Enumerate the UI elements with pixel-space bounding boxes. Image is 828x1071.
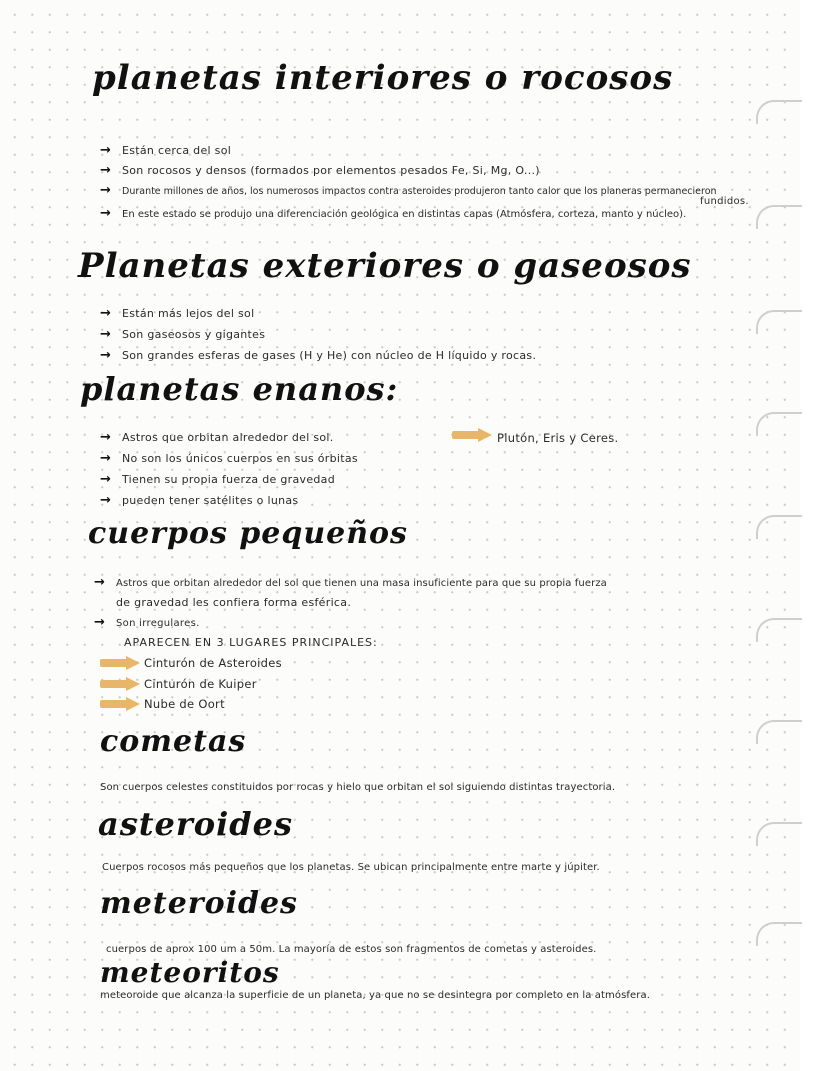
list-item: → No son los únicos cuerpos en sus órbitas xyxy=(100,451,358,466)
heading-planetas-interiores: planetas interiores o rocosos xyxy=(92,58,674,98)
place-item: Cinturón de Kuiper xyxy=(144,677,257,691)
list-item-continuation: fundidos. xyxy=(700,196,749,207)
list-item: → Están cerca del sol xyxy=(100,143,232,158)
arrow-right-icon: → xyxy=(94,575,105,590)
arrow-right-icon: → xyxy=(100,472,112,487)
list-item: → Son rocosos y densos (formados por elementos pesados Fe, Si, Mg, O...) xyxy=(100,163,540,178)
place-item: Nube de Oort xyxy=(144,697,225,711)
ring-icon xyxy=(756,100,802,124)
highlighter-arrow-icon xyxy=(100,656,140,670)
arrow-right-icon: → xyxy=(100,306,112,321)
heading-planetas-enanos: planetas enanos: xyxy=(80,370,399,408)
ring-icon xyxy=(756,720,802,744)
arrow-right-icon: → xyxy=(100,206,111,221)
ring-icon xyxy=(756,310,802,334)
heading-cuerpos-pequenos: cuerpos pequeños xyxy=(88,516,408,551)
highlighter-arrow-icon xyxy=(100,697,140,711)
list-item: → Durante millones de años, los numerosos impactos contra asteroides produjeron tanto calor que los planeras permanecieron xyxy=(100,183,717,198)
meteroides-text: cuerpos de aprox 100 um a 50m. La mayoría de estos son fragmentos de cometas y asteroides. xyxy=(106,944,597,955)
arrow-right-icon: → xyxy=(100,451,112,466)
list-item: → Son grandes esferas de gases (H y He) con núcleo de H líquido y rocas. xyxy=(100,348,537,363)
arrow-right-icon: → xyxy=(94,615,106,630)
arrow-right-icon: → xyxy=(100,183,111,198)
list-item: → Astros que orbitan alrededor del sol. xyxy=(100,430,334,445)
places-title: APARECEN EN 3 LUGARES PRINCIPALES: xyxy=(124,636,378,649)
ring-icon xyxy=(756,922,802,946)
arrow-right-icon: → xyxy=(100,430,112,445)
cometas-text: Son cuerpos celestes constituidos por rocas y hielo que orbitan el sol siguiendo distintas trayectoria. xyxy=(100,782,616,793)
heading-meteroides: meteroides xyxy=(100,886,298,921)
list-item: → En este estado se produjo una diferenciación geológica en distintas capas (Atmósfera, corteza, manto y núcleo). xyxy=(100,206,687,221)
arrow-right-icon: → xyxy=(100,143,112,158)
meteoritos-text: meteoroide que alcanza la superficie de un planeta, ya que no se desintegra por completo en la atmósfera. xyxy=(100,990,650,1001)
list-item: → Están más lejos del sol xyxy=(100,306,255,321)
heading-asteroides: asteroides xyxy=(98,805,293,843)
arrow-right-icon: → xyxy=(100,327,112,342)
arrow-right-icon: → xyxy=(100,493,112,508)
ring-icon xyxy=(756,618,802,642)
arrow-right-icon: → xyxy=(100,163,112,178)
ring-icon xyxy=(756,205,802,229)
list-item-continuation: de gravedad les confiera forma esférica. xyxy=(116,596,352,609)
list-item: → pueden tener satélites o lunas xyxy=(100,493,299,508)
ring-icon xyxy=(756,412,802,436)
list-item: → Son gaseosos y gigantes xyxy=(100,327,266,342)
list-item: → Astros que orbitan alrededor del sol que tienen una masa insuficiente para que su propia fuerza xyxy=(94,575,607,590)
arrow-right-icon: → xyxy=(100,348,112,363)
dwarf-planet-examples: Plutón, Eris y Ceres. xyxy=(497,431,619,445)
asteroides-text: Cuerpos rocosos más pequeños que los planetas. Se ubican principalmente entre marte y júpiter. xyxy=(102,862,600,873)
ring-icon xyxy=(756,822,802,846)
highlighter-arrow-icon xyxy=(100,677,140,691)
list-item: → Son irregulares. xyxy=(94,615,200,630)
heading-planetas-exteriores: Planetas exteriores o gaseosos xyxy=(78,246,692,286)
highlighter-arrow-icon xyxy=(452,428,492,442)
ring-icon xyxy=(756,515,802,539)
list-item: → Tienen su propia fuerza de gravedad xyxy=(100,472,336,487)
place-item: Cinturón de Asteroides xyxy=(144,656,282,670)
heading-cometas: cometas xyxy=(100,724,247,759)
binder-rings xyxy=(756,0,828,1071)
heading-meteoritos: meteoritos xyxy=(100,956,280,989)
